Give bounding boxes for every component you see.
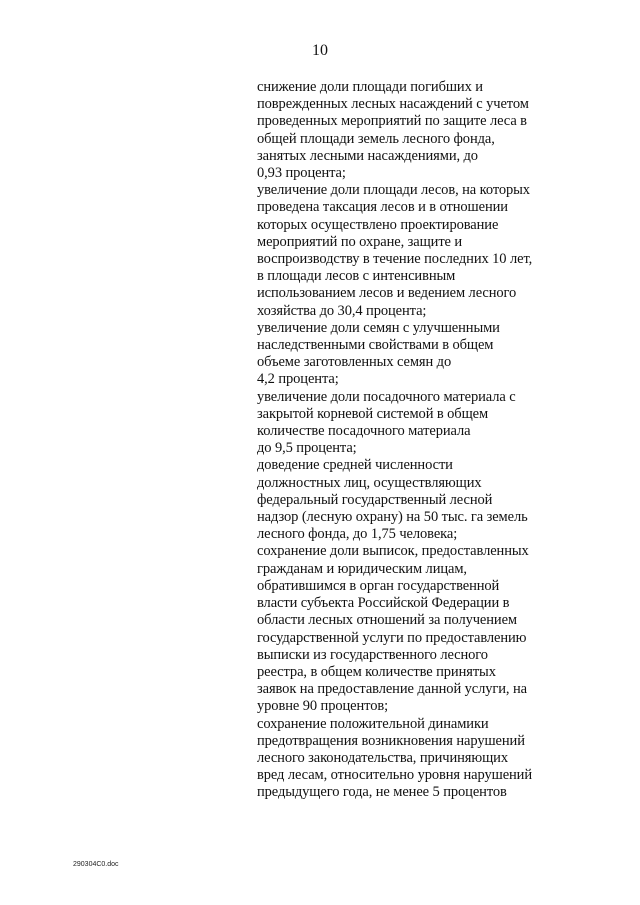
text-line: занятых лесными насаждениями, до [257,147,478,164]
text-line: власти субъекта Российской Федерации в [257,595,510,612]
text-line: поврежденных лесных насаждений с учетом [257,96,529,113]
text-line: уровне 90 процентов; [257,698,389,715]
text-line: общей площади земель лесного фонда, [257,130,495,147]
text-line: увеличение доли площади лесов, на которых [257,182,530,199]
text-line: предотвращения возникновения нарушений [257,732,525,749]
text-line: реестра, в общем количестве принятых [257,663,496,680]
text-line: федеральный государственный лесной [257,491,493,508]
text-line: наследственными свойствами в общем [257,337,494,354]
page-number: 10 [312,42,328,59]
document-body-text [257,79,557,802]
text-line: 4,2 процента; [257,371,339,388]
text-line: увеличение доли посадочного материала с [257,388,516,405]
text-line: надзор (лесную охрану) на 50 тыс. га земель [257,509,528,526]
text-line: гражданам и юридическим лицам, [257,560,467,577]
text-line: предыдущего года, не менее 5 процентов [257,784,507,801]
text-line: закрытой корневой системой в общем [257,405,489,422]
text-line: использованием лесов и ведением лесного [257,285,517,302]
text-line: лесного законодательства, причиняющих [257,749,508,766]
text-line: воспроизводству в течение последних 10 лет, [257,251,533,268]
text-line: до 9,5 процента; [257,440,357,457]
text-line: количестве посадочного материала [257,423,471,440]
text-line: доведение средней численности [257,457,453,474]
text-line: проведенных мероприятий по защите леса в [257,113,527,130]
text-line: государственной услуги по предоставлению [257,629,527,646]
text-line: хозяйства до 30,4 процента; [257,302,427,319]
text-line: должностных лиц, осуществляющих [257,474,482,491]
text-line: заявок на предоставление данной услуги, на [257,681,527,698]
text-line: области лесных отношений за получением [257,612,518,629]
text-line: выписки из государственного лесного [257,646,488,663]
text-line: объеме заготовленных семян до [257,354,452,371]
text-line: которых осуществлено проектирование [257,216,499,233]
text-line: в площади лесов с интенсивным [257,268,456,285]
text-line: лесного фонда, до 1,75 человека; [257,526,458,543]
text-line: проведена таксация лесов и в отношении [257,199,508,216]
text-line: сохранение доли выписок, предоставленных [257,543,529,560]
footer-filename: 290304C0.doc [73,861,119,868]
text-line: обратившимся в орган государственной [257,577,500,594]
text-line: вред лесам, относительно уровня нарушений [257,767,533,784]
text-line: 0,93 процента; [257,165,346,182]
text-line: мероприятий по охране, защите и [257,233,463,250]
text-line: сохранение положительной динамики [257,715,489,732]
text-line: увеличение доли семян с улучшенными [257,319,500,336]
text-line: снижение доли площади погибших и [257,79,483,95]
